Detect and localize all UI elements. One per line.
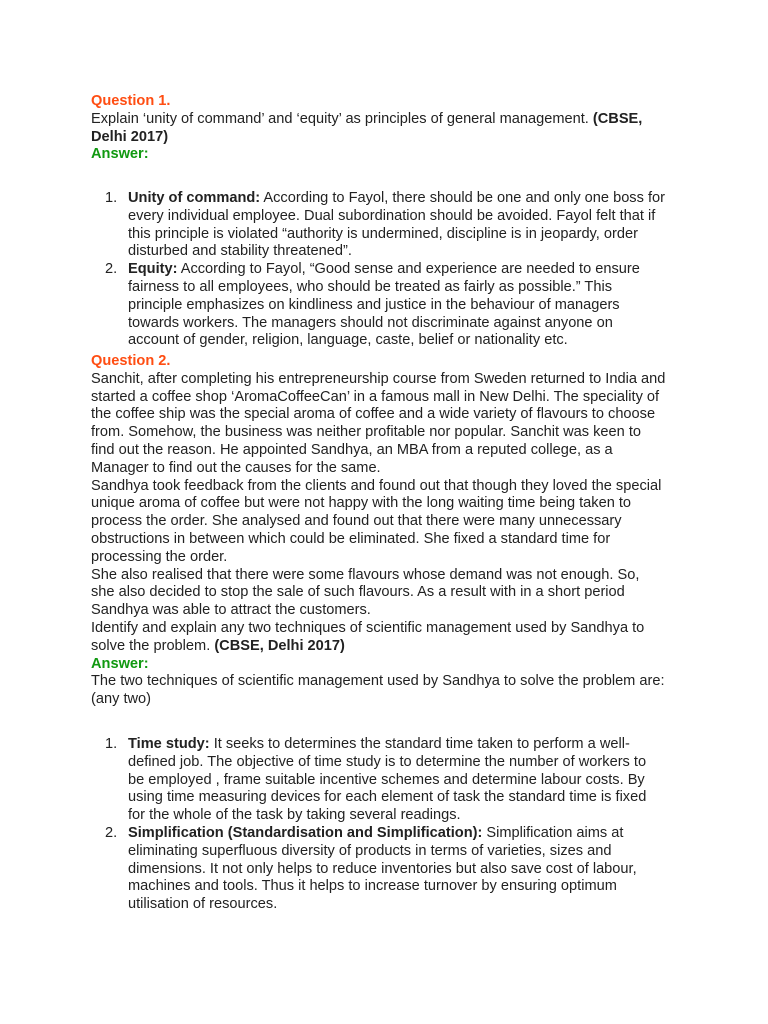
list-item xyxy=(91,190,666,261)
list-item-number: 2. xyxy=(105,824,118,841)
question-2 xyxy=(91,353,666,709)
list-item-term: Time study: xyxy=(128,736,210,752)
answer-2-list-wrap xyxy=(91,736,666,914)
question-2-paragraph-2: Sandhya took feedback from the clients and found out that though they loved the special unique aroma of coffee but were not happy with the long waiting time being taken to process the order. She analysed and found out that there were many unnecessary obstructions in between which could be eliminated. She fixed a standard time for processing the order. xyxy=(91,477,662,565)
question-2-source: (CBSE, Delhi 2017) xyxy=(214,637,345,654)
list-item xyxy=(91,825,666,914)
list-item-text: According to Fayol, “Good sense and experience are needed to ensure fairness to all employees, who should be treated as fairly as possible.” This principle emphasizes on kindliness and justice in the behaviour of managers towards workers. The managers should not discriminate against anyone on account of gender, religion, language, caste, belief or nationality etc. xyxy=(128,261,640,349)
question-2-heading: Question 2. xyxy=(91,353,171,369)
question-2-paragraph-1: Sanchit, after completing his entrepreneurship course from Sweden returned to India and started a coffee shop ‘AromaCoffeeCan’ in a famous mall in New Delhi. The speciality of the coffee ship was the special aroma of coffee and a wide variety of flavours to choose from. Somehow, the business was neither profitable nor popular. Sanchit was keen to find out the reason. He appointed Sandhya, an MBA from a reputed college, as a Manager to find out the causes for the same. xyxy=(91,370,666,476)
answer-1-list-wrap xyxy=(91,190,666,350)
list-item-text: Simplification aims at eliminating superfluous diversity of products in terms of varieties, sizes and dimensions. It not only helps to reduce inventories but also save cost of labour, machines and tools. Thus it helps to increase turnover by ensuring optimum utilisation of resources. xyxy=(128,824,637,913)
question-1-text: Explain ‘unity of command’ and ‘equity’ as principles of general management. (CBSE, Delhi 2017) xyxy=(91,110,643,145)
list-item xyxy=(91,261,666,350)
answer-2-list xyxy=(91,736,666,914)
question-1-source: (CBSE, Delhi 2017) xyxy=(91,110,643,145)
question-2-paragraph-3: She also realised that there were some flavours whose demand was not enough. So, she also decided to stop the sale of such flavours. As a result with in a short period Sandhya was able to attract the customers. xyxy=(91,566,640,619)
answer-2-intro: The two techniques of scientific management used by Sandhya to solve the problem are: (any two) xyxy=(91,673,665,708)
list-item-term: Equity: xyxy=(128,261,178,278)
list-item xyxy=(91,736,666,825)
question-1 xyxy=(91,93,666,164)
list-item-text: According to Fayol, there should be one and only one boss for every individual employee. Dual subordination should be avoided. Fayol felt that if this principle is violated “authority is undermined, discipline is in jeopardy, order disturbed and stability threatened”. xyxy=(128,190,665,260)
list-item-term: Simplification (Standardisation and Simplification): xyxy=(128,824,483,841)
answer-2-heading: Answer: xyxy=(91,655,149,672)
list-item-term: Unity of command: xyxy=(128,190,261,206)
answer-1-list xyxy=(91,190,666,350)
list-item-number: 1. xyxy=(105,190,118,206)
list-item-number: 1. xyxy=(105,736,118,752)
list-item-text: It seeks to determines the standard time taken to perform a well-defined job. The objective of time study is to determine the number of workers to be employed , frame suitable incentive schemes and determine labour costs. By using time measuring devices for each element of task the standard time is fixed for the whole of the task by taking several readings. xyxy=(128,736,647,824)
question-2-paragraph-4: Identify and explain any two techniques of scientific management used by Sandhya to solve the problem. (CBSE, Delhi 2017) xyxy=(91,619,645,654)
answer-1-heading: Answer: xyxy=(91,146,149,163)
list-item-number: 2. xyxy=(105,261,118,278)
question-1-heading: Question 1. xyxy=(91,93,171,109)
